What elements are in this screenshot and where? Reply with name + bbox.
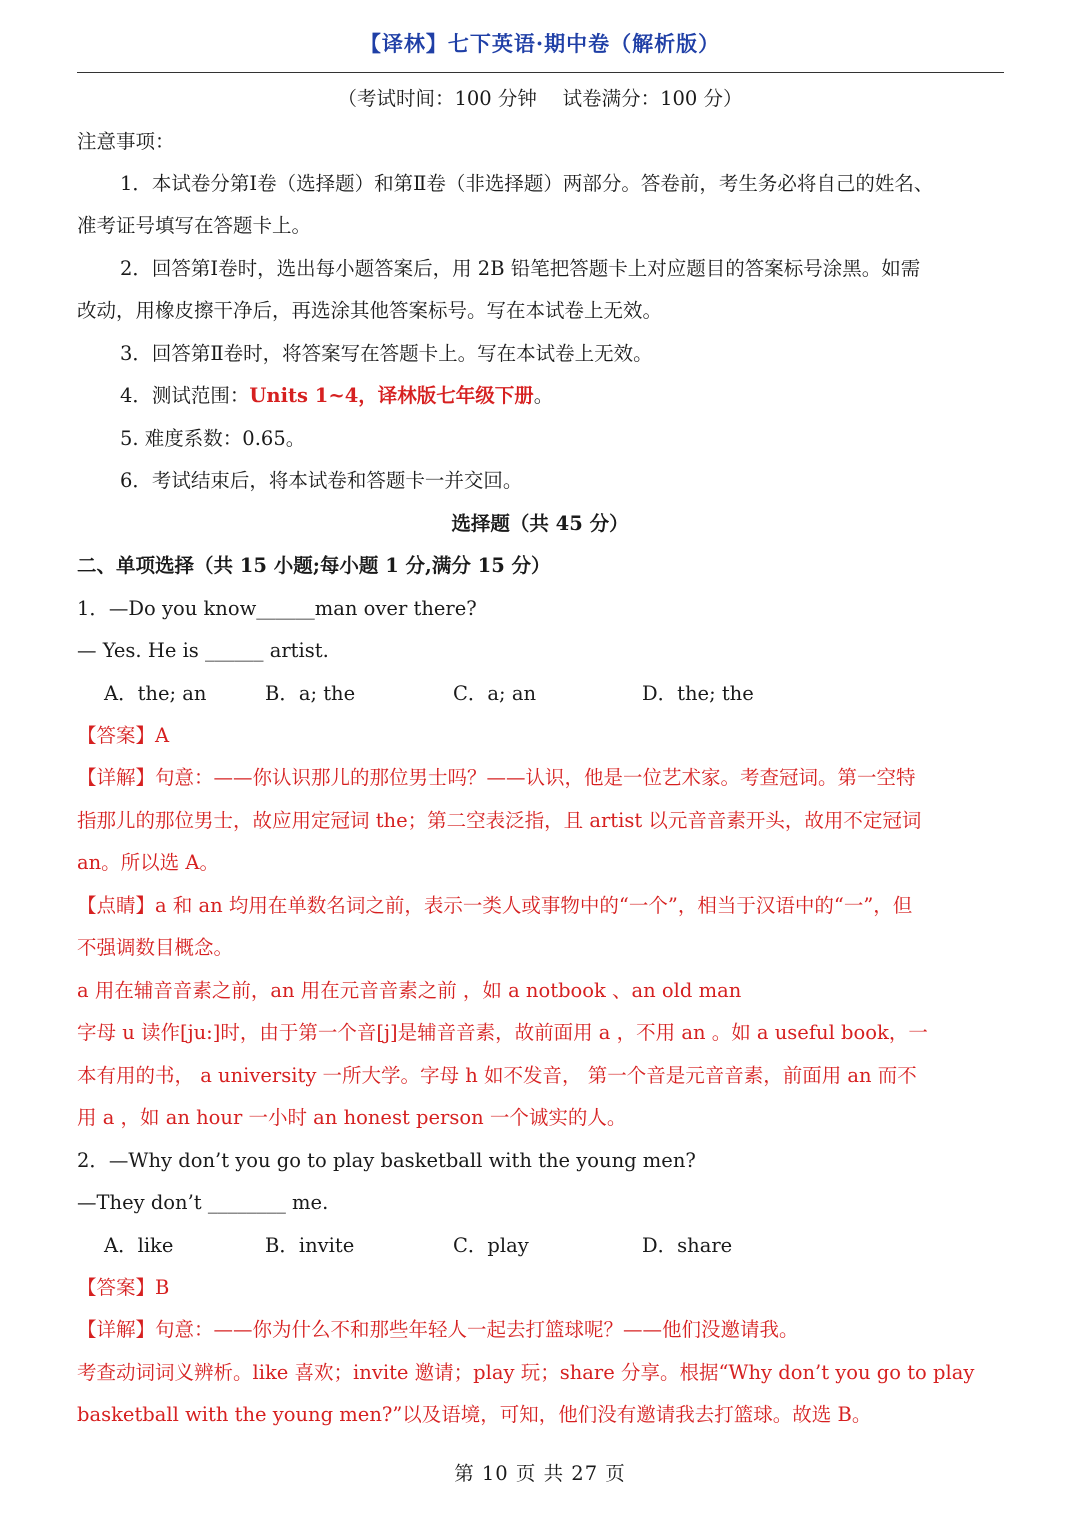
page-number: 第 10 页 共 27 页 xyxy=(454,1462,626,1485)
q1-detail-line-3: an。所以选 A。 xyxy=(77,851,219,874)
q1-tip-line-3: a 用在辅音音素之前，an 用在元音音素之前 ，如 a notbook 、an old man xyxy=(77,979,742,1002)
q1-option-d: D．the; the xyxy=(642,682,754,705)
notice-item-1-cont: 准考证号填写在答题卡上。 xyxy=(77,214,312,237)
document-title: 【译林】七下英语·期中卷（解析版） xyxy=(359,31,721,56)
header-divider xyxy=(77,72,1004,73)
part-title: 二、单项选择（共 15 小题;每小题 1 分,满分 15 分） xyxy=(77,554,551,577)
q1-stem-line-2: — Yes. He is ______ artist. xyxy=(77,639,329,662)
q1-tip-line-5: 本有用的书， a university 一所大学。字母 h 如不发音， 第一个音是元音音素，前面用 an 而不 xyxy=(77,1064,917,1087)
notice-item-4-prefix: 4．测试范围： xyxy=(120,384,250,407)
notice-item-1: 1．本试卷分第Ⅰ卷（选择题）和第Ⅱ卷（非选择题）两部分。答卷前，考生务必将自己的姓名、 xyxy=(120,172,934,195)
exam-info: （考试时间：100 分钟 试卷满分：100 分） xyxy=(337,87,743,110)
q1-option-c: C．a; an xyxy=(453,682,536,705)
notice-item-3: 3．回答第Ⅱ卷时，将答案写在答题卡上。写在本试卷上无效。 xyxy=(120,342,653,365)
q2-detail-line-2: 考查动词词义辨析。like 喜欢；invite 邀请；play 玩；share 分享。根据“Why don’t you go to play xyxy=(77,1361,975,1384)
q1-stem-line-1: 1．—Do you know______man over there? xyxy=(77,597,477,620)
test-scope: Units 1~4，译林版七年级下册 xyxy=(249,384,534,407)
q1-tip-line-6: 用 a ，如 an hour 一小时 an honest person 一个诚实的人。 xyxy=(77,1106,627,1129)
q1-tip-line-4: 字母 u 读作[ju:]时，由于第一个音[j]是辅音音素，故前面用 a ，不用 an 。如 a useful book，一 xyxy=(77,1021,928,1044)
q2-detail-line-3: basketball with the young men?”以及语境，可知，他们没有邀请我去打篮球。故选 B。 xyxy=(77,1403,872,1426)
q1-option-b: B．a; the xyxy=(265,682,356,705)
q2-answer: 【答案】B xyxy=(77,1276,170,1299)
notice-item-2: 2．回答第Ⅰ卷时，选出每小题答案后，用 2B 铅笔把答题卡上对应题目的答案标号涂黑。如需 xyxy=(120,257,921,280)
section-title: 选择题（共 45 分） xyxy=(451,512,629,535)
q2-stem-line-2: —They don’t ________ me. xyxy=(77,1191,329,1214)
q2-option-b: B．invite xyxy=(265,1234,355,1257)
notice-item-6: 6．考试结束后，将本试卷和答题卡一并交回。 xyxy=(120,469,523,492)
notice-item-2-cont: 改动，用橡皮擦干净后，再选涂其他答案标号。写在本试卷上无效。 xyxy=(77,299,663,322)
notice-item-4-suffix: 。 xyxy=(533,384,554,407)
q2-option-a: A．like xyxy=(104,1234,174,1257)
notice-item-4 xyxy=(120,382,1050,410)
q2-option-c: C．play xyxy=(453,1234,529,1257)
q2-option-d: D．share xyxy=(642,1234,733,1257)
q1-tip-line-1: 【点睛】a 和 an 均用在单数名词之前，表示一类人或事物中的“一个”，相当于汉语中的“一”，但 xyxy=(77,894,913,917)
q1-tip-line-2: 不强调数目概念。 xyxy=(77,936,234,959)
notice-heading: 注意事项： xyxy=(77,130,175,153)
q1-detail-line-1: 【详解】句意：——你认识那儿的那位男士吗？——认识，他是一位艺术家。考查冠词。第一空特 xyxy=(77,766,916,789)
notice-item-5: 5. 难度系数：0.65。 xyxy=(120,427,306,450)
q2-stem-line-1: 2．—Why don’t you go to play basketball with the young men? xyxy=(77,1149,696,1172)
q1-detail-line-2: 指那儿的那位男士，故应用定冠词 the；第二空表泛指，且 artist 以元音音素开头，故用不定冠词 xyxy=(77,809,922,832)
q2-detail-line-1: 【详解】句意：——你为什么不和那些年轻人一起去打篮球呢？——他们没邀请我。 xyxy=(77,1318,799,1341)
q1-option-a: A．the; an xyxy=(104,682,207,705)
q1-answer: 【答案】A xyxy=(77,724,170,747)
